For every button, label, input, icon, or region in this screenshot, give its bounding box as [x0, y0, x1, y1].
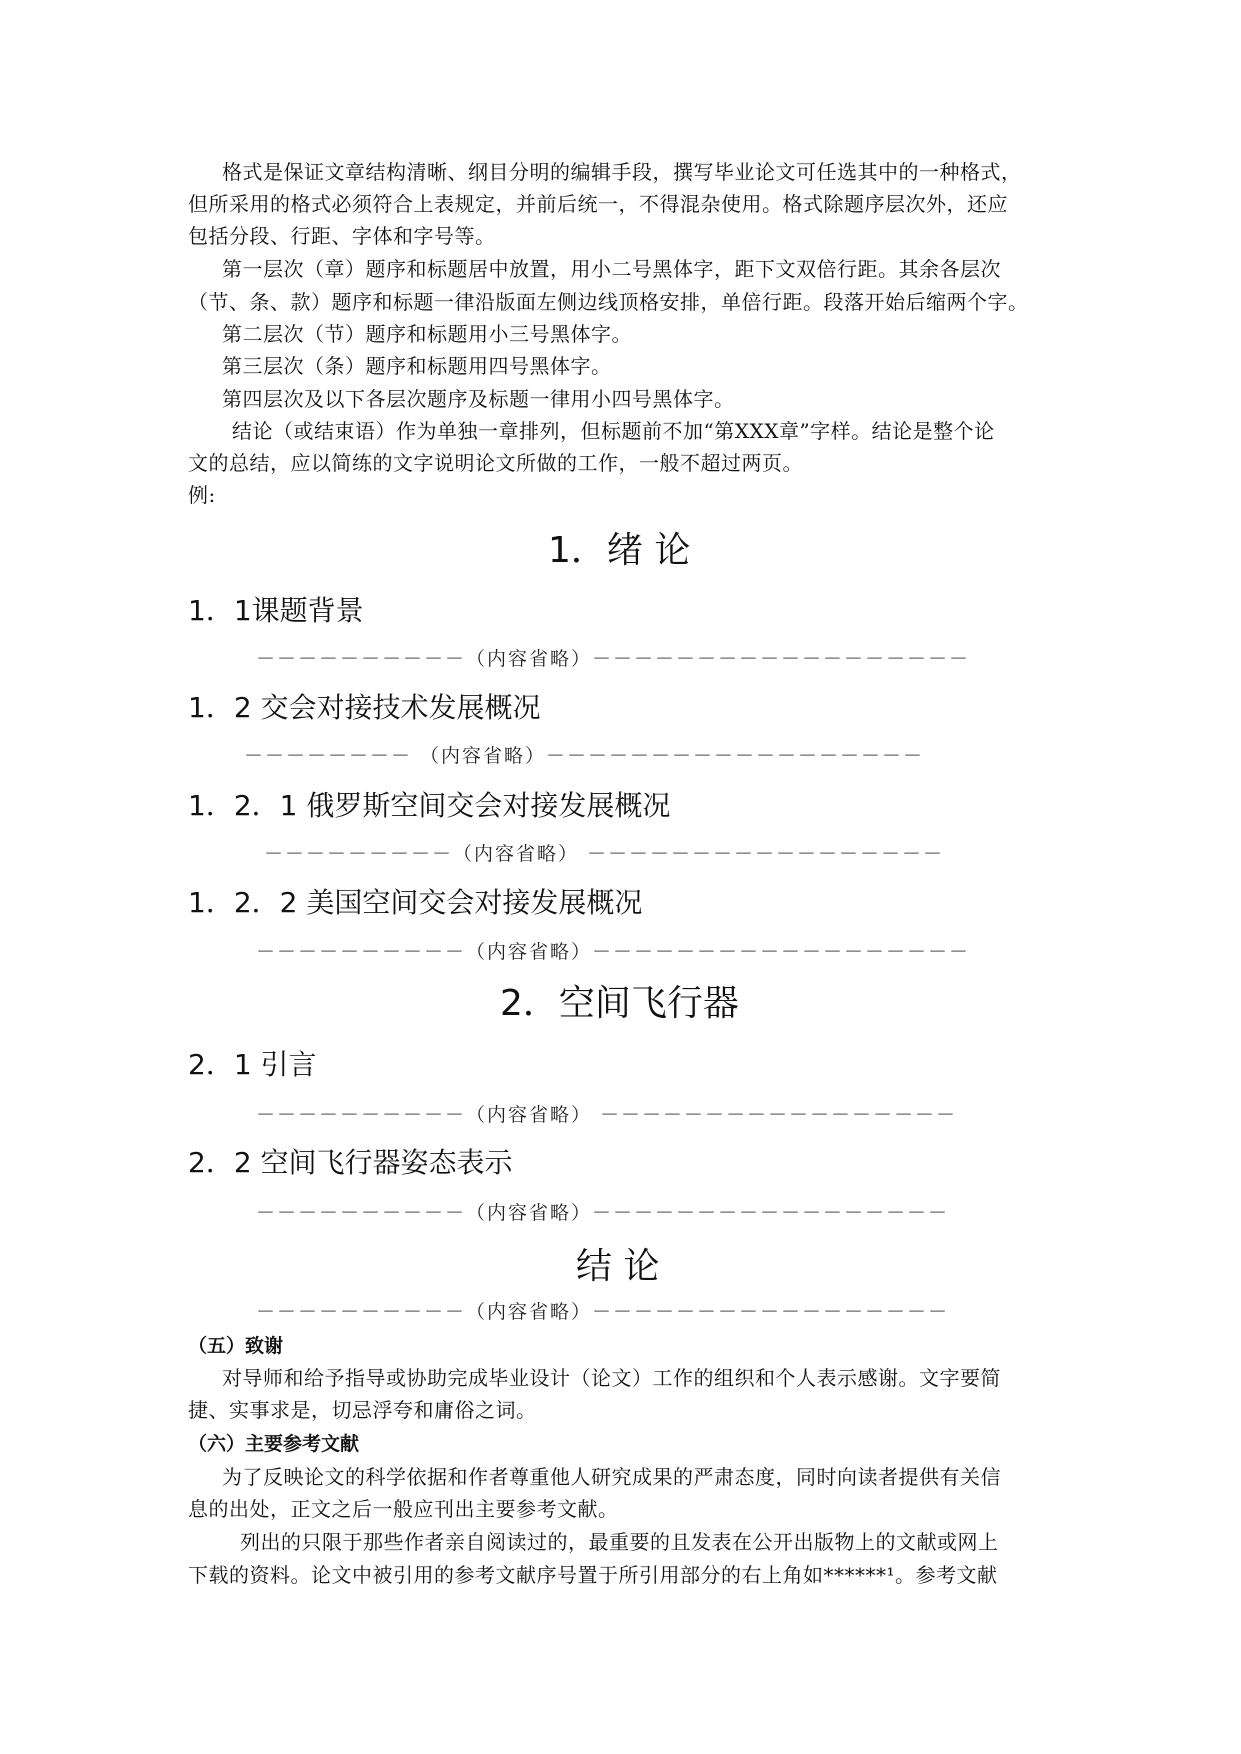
section-2-2-heading: 2．2 空间飞行器姿态表示: [188, 1146, 513, 1179]
ack-line2: 捷、实事求是，切忌浮夸和庸俗之词。: [188, 1398, 537, 1422]
intro-p2-line1: 第一层次（章）题序和标题居中放置，用小二号黑体字，距下文双倍行距。其余各层次: [222, 257, 1001, 281]
intro-p3: 第二层次（节）题序和标题用小三号黑体字。: [222, 322, 632, 346]
omitted-line: －－－－－－－－－－（内容省略）－－－－－－－－－－－－－－－－－－: [256, 941, 971, 963]
chapter-1-heading: 1．绪 论: [548, 530, 691, 571]
intro-p1-line3: 包括分段、行距、字体和字号等。: [188, 224, 496, 248]
intro-p6-line2: 文的总结，应以简练的文字说明论文所做的工作，一般不超过两页。: [188, 451, 803, 475]
omitted-line: －－－－－－－－－－（内容省略）－－－－－－－－－－－－－－－－－: [256, 1202, 950, 1224]
section-1-2-2-heading: 1．2．2 美国空间交会对接发展概况: [188, 886, 643, 919]
ack-line1: 对导师和给予指导或协助完成毕业设计（论文）工作的组织和个人表示感谢。文字要简: [222, 1366, 1001, 1390]
section-1-1-heading: 1．1课题背景: [188, 594, 364, 627]
conclusion-heading: 结 论: [576, 1246, 660, 1287]
refs-p2-line1: 列出的只限于那些作者亲自阅读过的，最重要的且发表在公开出版物上的文献或网上: [240, 1530, 999, 1554]
section-1-2-heading: 1．2 交会对接技术发展概况: [188, 691, 541, 724]
intro-p6-line1: 结论（或结束语）作为单独一章排列，但标题前不加“第XXX章”字样。结论是整个论: [232, 419, 995, 443]
refs-p1-line2: 息的出处，正文之后一般应刊出主要参考文献。: [188, 1497, 619, 1521]
example-label: 例:: [188, 483, 216, 507]
intro-p1-line1: 格式是保证文章结构清晰、纲目分明的编辑手段，撰写毕业论文可任选其中的一种格式，: [222, 160, 1022, 184]
intro-p1-line2: 但所采用的格式必须符合上表规定，并前后统一，不得混杂使用。格式除题序层次外，还应: [188, 192, 1008, 216]
omitted-line: －－－－－－－－ （内容省略）－－－－－－－－－－－－－－－－－－: [244, 745, 925, 767]
section-2-1-heading: 2．1 引言: [188, 1048, 317, 1081]
ack-heading: （五）致谢: [188, 1335, 284, 1357]
omitted-line: －－－－－－－－－－（内容省略） －－－－－－－－－－－－－－－－－: [256, 1104, 958, 1126]
intro-p5: 第四层次及以下各层次题序及标题一律用小四号黑体字。: [222, 387, 735, 411]
intro-p4: 第三层次（条）题序和标题用四号黑体字。: [222, 354, 612, 378]
omitted-line: －－－－－－－－－（内容省略） －－－－－－－－－－－－－－－－－: [264, 843, 945, 865]
omitted-line: －－－－－－－－－－（内容省略）－－－－－－－－－－－－－－－－－－: [256, 648, 971, 670]
refs-p1-line1: 为了反映论文的科学依据和作者尊重他人研究成果的严肃态度，同时向读者提供有关信: [222, 1465, 1001, 1489]
intro-p2-line2: （节、条、款）题序和标题一律沿版面左侧边线顶格安排，单倍行距。段落开始后缩两个字。: [188, 290, 1029, 314]
refs-heading: （六）主要参考文献: [188, 1433, 360, 1455]
chapter-2-heading: 2．空间飞行器: [500, 983, 739, 1024]
refs-p2-line2: 下载的资料。论文中被引用的参考文献序号置于所引用部分的右上角如******¹。参考文献: [188, 1563, 998, 1587]
section-1-2-1-heading: 1．2．1 俄罗斯空间交会对接发展概况: [188, 789, 671, 822]
omitted-line: －－－－－－－－－－（内容省略）－－－－－－－－－－－－－－－－－: [256, 1301, 950, 1323]
